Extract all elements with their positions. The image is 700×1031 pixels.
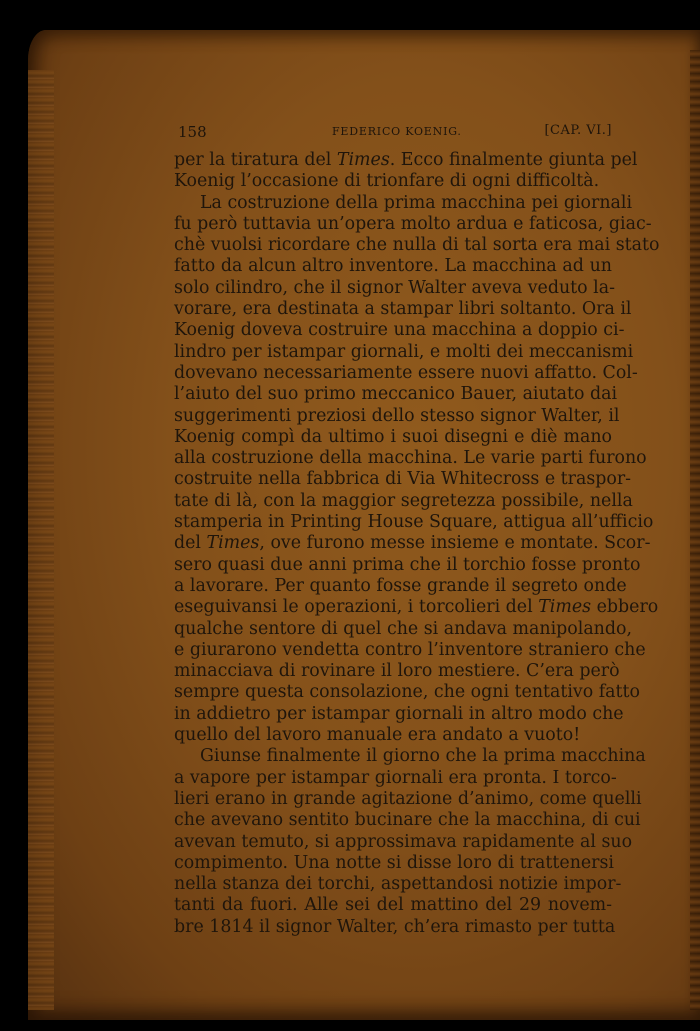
text-line — [174, 703, 624, 725]
text-line — [174, 575, 627, 597]
text-segment: Giunse finalmente il giorno che la prima macchina — [200, 746, 646, 767]
page-number: 158 — [178, 123, 207, 141]
text-line — [174, 362, 638, 384]
text-line — [174, 171, 612, 192]
text-segment: nella stanza dei torchi, aspettandosi notizie impor- — [174, 874, 622, 895]
italic-title: Times — [538, 597, 592, 618]
chapter-label: [CAP. VI.] — [544, 123, 612, 138]
text-segment: in addietro per istampar giornali in altro modo che — [174, 703, 624, 724]
text-segment: ebbero — [591, 597, 659, 618]
text-line — [174, 256, 612, 277]
text-segment: a lavorare. Per quanto fosse grande il segreto onde — [174, 575, 627, 596]
text-line — [174, 405, 620, 427]
text-line — [174, 767, 617, 789]
text-line — [174, 639, 646, 661]
text-segment: tate di là, con la maggior segretezza possibile, nella — [174, 490, 633, 511]
text-line — [174, 618, 633, 640]
text-line — [174, 277, 615, 299]
text-segment: alla costruzione della macchina. Le varie parti furono — [174, 448, 647, 469]
text-line — [174, 533, 651, 554]
text-line — [174, 213, 652, 235]
text-line — [174, 490, 633, 512]
text-line — [174, 746, 646, 767]
text-segment: sero quasi due anni prima che il torchio fosse pronto — [174, 554, 641, 575]
text-segment: quello del lavoro manuale era andato a vuoto! — [174, 725, 581, 746]
text-line — [174, 788, 642, 810]
text-segment: e giurarono vendetta contro l’inventore straniero che — [174, 639, 646, 660]
text-line — [174, 150, 638, 171]
text-segment: che avevano sentito bucinare che la macchina, di cui — [174, 810, 641, 831]
text-segment: costruite nella fabbrica di Via Whitecross e traspor- — [174, 469, 632, 490]
running-title: FEDERICO KOENIG. — [332, 125, 462, 138]
text-segment: Koenig doveva costruire una macchina a doppio ci- — [174, 320, 625, 341]
text-segment: bre 1814 il signor Walter, ch’era rimasto per tutta — [174, 916, 616, 937]
text-segment: . Ecco finalmente giunta pel — [389, 150, 638, 170]
text-segment: Koenig l’occasione di trionfare di ogni difficoltà. — [174, 171, 600, 192]
text-segment: a vapore per istampar giornali era pronta. I torco- — [174, 767, 617, 788]
text-segment: suggerimenti preziosi dello stesso signor Walter, il — [174, 405, 620, 426]
text-segment: lindro per istampar giornali, e molti dei meccanismi — [174, 341, 634, 362]
text-line — [174, 597, 659, 618]
text-segment: vorare, era destinata a stampar libri soltanto. Ora il — [174, 299, 632, 320]
text-segment: lieri erano in grande agitazione d’animo, come quelli — [174, 788, 642, 809]
text-line — [174, 895, 612, 916]
text-line — [174, 874, 622, 895]
text-segment: solo cilindro, che il signor Walter aveva veduto la- — [174, 277, 615, 298]
text-segment: stamperia in Printing House Square, attigua all’ufficio — [174, 512, 654, 533]
text-segment: per la tiratura del — [174, 150, 337, 170]
italic-title: Times — [336, 150, 390, 170]
text-line — [174, 427, 612, 448]
text-line — [174, 384, 618, 405]
text-line — [174, 810, 641, 831]
text-line — [174, 320, 625, 341]
text-line — [174, 299, 632, 320]
text-segment: , ove furono messe insieme e montate. Scor- — [259, 533, 651, 554]
text-segment: fu però tuttavia un’opera molto ardua e faticosa, giac- — [174, 213, 652, 234]
text-segment: Koenig compì da ultimo i suoi disegni e diè mano — [174, 426, 612, 447]
text-segment: compimento. Una notte si disse loro di trattenersi — [174, 852, 614, 873]
text-line — [174, 192, 633, 214]
text-segment: tanti da fuori. Alle sei del mattino del 29 novem- — [174, 895, 612, 916]
text-line — [174, 512, 654, 533]
text-segment: fatto da alcun altro inventore. La macchina ad un — [174, 256, 612, 277]
text-segment: La costruzione della prima macchina pei giornali — [200, 192, 633, 213]
text-segment: eseguivansi le operazioni, i torcolieri del — [174, 597, 539, 618]
body-text — [174, 150, 660, 938]
text-line — [174, 448, 647, 469]
text-segment: del — [174, 533, 207, 554]
text-line — [174, 682, 640, 703]
text-line — [174, 661, 620, 682]
text-line — [174, 725, 612, 746]
text-line — [174, 916, 616, 938]
italic-title: Times — [206, 533, 260, 554]
text-segment: avevan temuto, si approssimava rapidamente al suo — [174, 831, 633, 852]
text-line — [174, 554, 641, 576]
text-segment: l’aiuto del suo primo meccanico Bauer, aiutato dai — [174, 384, 618, 405]
text-segment: chè vuolsi ricordare che nulla di tal sorta era mai stato — [174, 235, 660, 256]
text-line — [174, 341, 634, 363]
text-line — [174, 469, 632, 490]
text-segment: qualche sentore di quel che si andava manipolando, — [174, 618, 633, 639]
text-line — [174, 853, 612, 874]
text-segment: dovevano necessariamente essere nuovi affatto. Col- — [174, 362, 638, 383]
page-left-edge — [28, 70, 54, 1010]
text-line — [174, 235, 660, 256]
page-right-edge — [690, 50, 700, 1010]
text-segment: sempre questa consolazione, che ogni tentativo fatto — [174, 682, 640, 703]
text-line — [174, 831, 633, 853]
text-segment: minacciava di rovinare il loro mestiere. C’era però — [174, 661, 620, 682]
running-header — [178, 123, 612, 147]
